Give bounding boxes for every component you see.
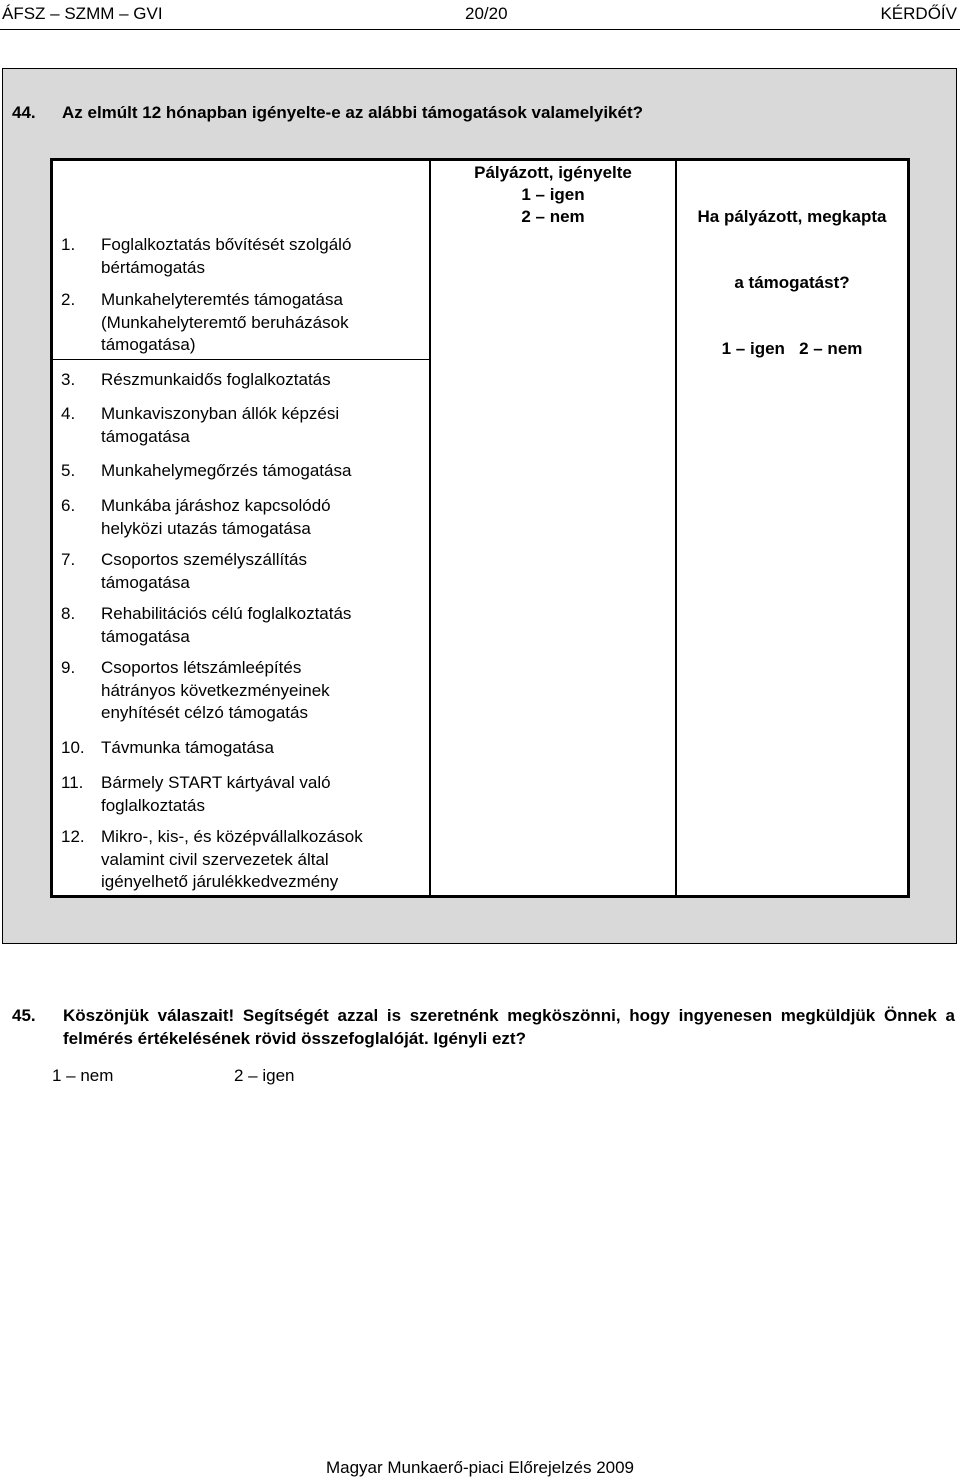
item-number: 9. [61,658,76,677]
item-number: 4. [61,404,76,423]
column-header-line: a támogatást? [734,273,850,292]
column-divider [429,161,431,895]
answer-option-yes[interactable]: 2 – igen [234,1066,295,1085]
item-line: Munkahelymegőrzés támogatása [101,461,352,480]
item-line: Rehabilitációs célú foglalkoztatás [101,604,352,623]
item-line: Bármely START kártyával való [101,773,331,792]
support-table [50,158,910,898]
question-44-text: Az elmúlt 12 hónapban igényelte-e az alábbi támogatások valamelyikét? [62,103,644,122]
item-line: támogatása) [101,335,196,354]
item-line: enyhítését célzó támogatás [101,703,308,722]
page-footer: Magyar Munkaerő-piaci Előrejelzés 2009 [325,1458,635,1477]
item-line: Munkaviszonyban állók képzési [101,404,340,423]
item-line: bértámogatás [101,257,205,277]
table-row-item-12 [61,826,421,894]
table-row-item-2 [61,289,421,357]
item-number: 2. [61,290,76,309]
table-row-item-4 [61,403,421,448]
item-line: támogatása [101,426,190,446]
item-line: Csoportos személyszállítás [101,550,307,569]
item-number: 7. [61,550,76,569]
column-header-line: Ha pályázott, megkapta [697,207,887,226]
table-row-item-3 [61,369,421,392]
item-number: 12. [61,827,85,846]
item-line: Távmunka támogatása [101,738,274,757]
item-line: Munkába járáshoz kapcsolódó [101,496,331,515]
item-line: Munkahelyteremtés támogatása [101,290,343,309]
item-line: igényelhető járulékkedvezmény [101,872,339,891]
question-45-number: 45. [12,1006,36,1025]
item-number: 1. [61,235,76,254]
column-header-line: 1 – igen [521,185,585,204]
column-header-line: Pályázott, igényelte [474,163,632,182]
column-header-received [677,162,907,404]
column-header-line: 1 – igen 2 – nem [721,339,863,358]
row-divider [53,359,431,360]
table-row-item-10 [61,737,421,760]
table-row-item-5 [61,460,421,483]
item-line: Foglalkoztatás bővítését szolgáló [101,235,352,254]
item-line: támogatása [101,572,190,592]
answer-option-no[interactable]: 1 – nem [52,1066,114,1085]
column-header-applied [431,162,675,228]
item-line: Részmunkaidős foglalkoztatás [101,370,331,389]
table-row-item-8 [61,603,421,648]
header-left-text: ÁFSZ – SZMM – GVI [2,4,163,23]
table-row-item-7 [61,549,421,594]
item-line: hátrányos következményeinek [101,680,330,700]
item-line: (Munkahelyteremtő beruházások [101,312,349,332]
question-45 [12,1004,955,1050]
table-row-item-9 [61,657,421,725]
item-number: 3. [61,370,76,389]
item-line: foglalkoztatás [101,795,205,815]
question-45-text: Köszönjük válaszait! Segítségét azzal is szeretnénk megköszönni, hogy ingyenesen megküldjük Önnek a felmérés értékelésének rövid összefoglalóját. Igényli ezt? [63,1006,955,1048]
header-divider [0,29,960,30]
question-44-title [12,103,643,123]
item-number: 8. [61,604,76,623]
page-number: 20/20 [465,4,508,23]
item-number: 11. [61,773,84,792]
item-number: 6. [61,496,76,515]
item-number: 5. [61,461,76,480]
item-line: Mikro-, kis-, és középvállalkozások [101,827,363,846]
table-row-item-1 [61,234,421,279]
table-row-item-6 [61,495,421,540]
question-44-number: 44. [12,103,36,122]
item-line: helyközi utazás támogatása [101,518,311,538]
item-line: valamint civil szervezetek által [101,849,329,869]
item-number: 10. [61,738,85,757]
item-line: Csoportos létszámleépítés [101,658,302,677]
column-header-line: 2 – nem [521,207,585,226]
item-line: támogatása [101,626,190,646]
page-header [0,0,960,30]
header-right-text: KÉRDŐÍV [880,4,957,23]
table-row-item-11 [61,772,421,817]
